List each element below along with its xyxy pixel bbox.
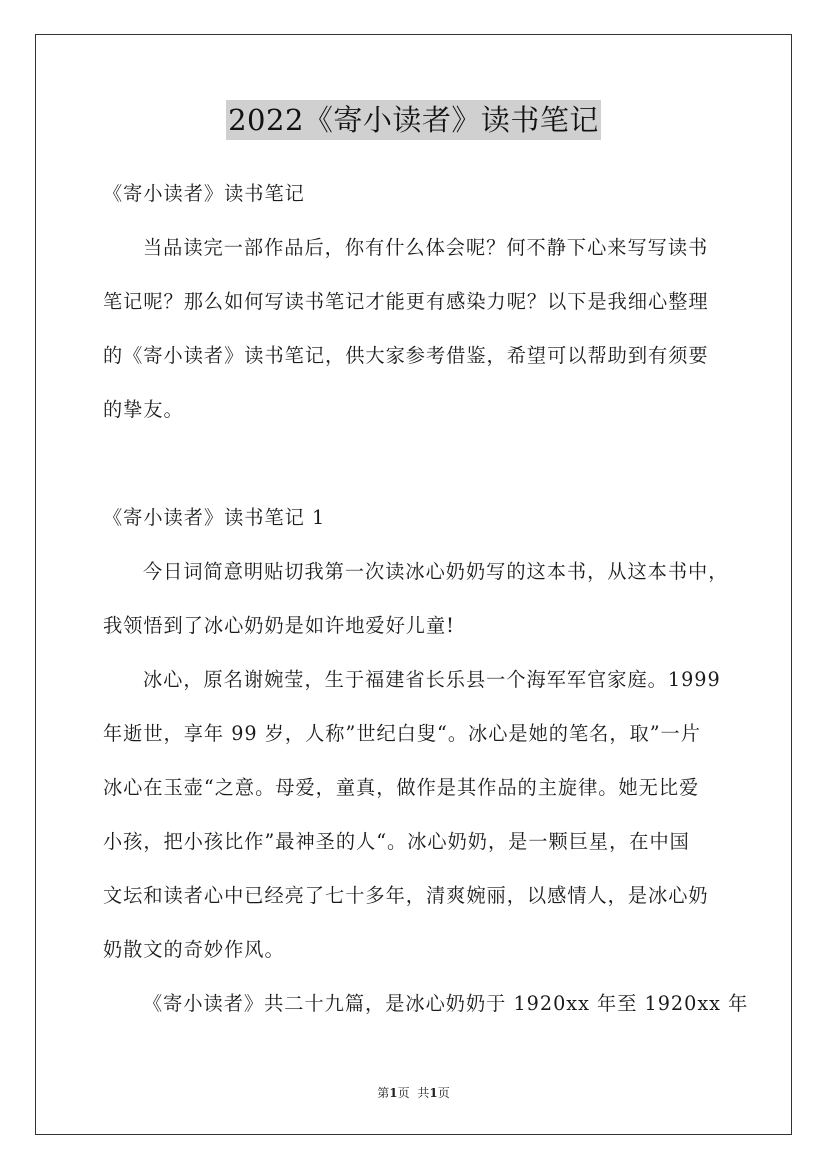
paragraph-line: 我领悟到了冰心奶奶是如许地爱好儿童! <box>103 614 455 637</box>
section-heading: 《寄小读者》读书笔记 1 <box>103 506 326 529</box>
footer-page-label: 页 <box>397 1086 410 1100</box>
footer-page-number: 1 <box>389 1086 398 1100</box>
footer-total-number: 1 <box>429 1086 438 1100</box>
intro-line: 的挚友。 <box>103 398 184 421</box>
paragraph-line: 奶散文的奇妙作风。 <box>103 938 285 961</box>
paragraph-line: 《寄小读者》共二十九篇，是冰心奶奶于 1920xx 年至 1920xx 年 <box>143 992 749 1015</box>
paragraph-line: 冰心，原名谢婉莹，生于福建省长乐县一个海军军官家庭。1999 <box>143 668 721 691</box>
intro-line: 当品读完一部作品后，你有什么体会呢？何不静下心来写写读书 <box>143 236 709 259</box>
subtitle: 《寄小读者》读书笔记 <box>103 182 305 205</box>
title-container <box>0 100 827 140</box>
document-title: 2022《寄小读者》读书笔记 <box>226 100 601 140</box>
intro-line: 的《寄小读者》读书笔记，供大家参考借鉴，希望可以帮助到有须要 <box>103 344 709 367</box>
paragraph-line: 文坛和读者心中已经亮了七十多年，清爽婉丽，以感情人，是冰心奶 <box>103 884 709 907</box>
footer-page-label: 第 <box>377 1086 390 1100</box>
paragraph-line: 冰心在玉壶“之意。母爱，童真，做作是其作品的主旋律。她无比爱 <box>103 776 700 799</box>
footer-total-label: 页 <box>437 1086 450 1100</box>
paragraph-line: 今日词简意明贴切我第一次读冰心奶奶写的这本书，从这本书中， <box>143 560 729 583</box>
intro-line: 笔记呢？那么如何写读书笔记才能更有感染力呢？以下是我细心整理 <box>103 290 709 313</box>
page-footer <box>0 1084 827 1101</box>
paragraph-line: 小孩，把小孩比作”最神圣的人“。冰心奶奶，是一颗巨星，在中国 <box>103 830 690 853</box>
paragraph-line: 年逝世，享年 99 岁，人称”世纪白叟“。冰心是她的笔名，取”一片 <box>103 722 701 745</box>
footer-total-label: 共 <box>417 1086 430 1100</box>
